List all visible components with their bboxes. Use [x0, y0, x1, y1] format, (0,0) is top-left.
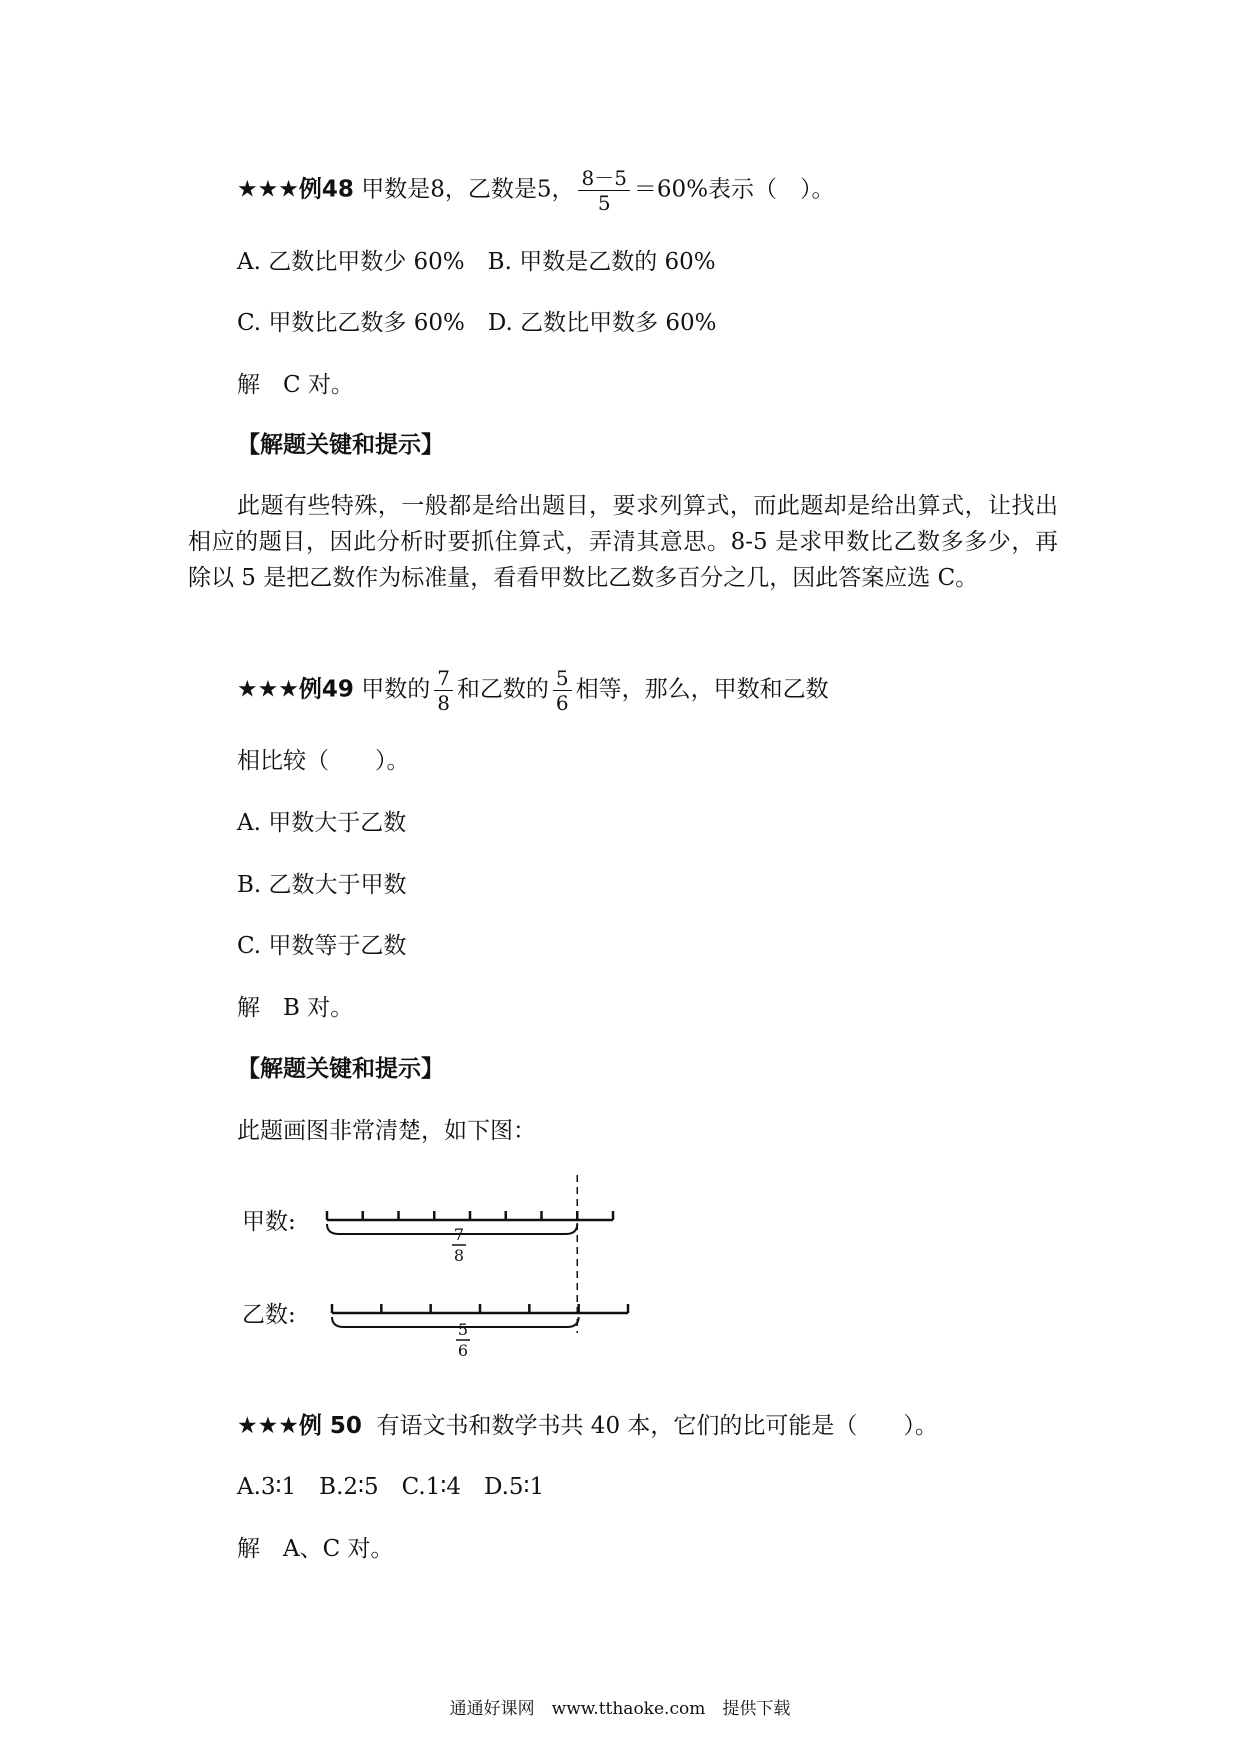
ex49-question [237, 666, 829, 715]
ex49-fraction-2 [553, 666, 572, 715]
ex49-option-c: C. 甲数等于乙数 [237, 933, 407, 959]
ex48-frac-numerator: 8－5 [581, 166, 627, 190]
diagram-jia-frac-num: 7 [453, 1225, 465, 1244]
diagram-label-jia: 甲数: [242, 1209, 296, 1235]
ex50-question [237, 1411, 938, 1441]
yi-brace [332, 1317, 579, 1327]
ex48-stars: ★★★ [237, 176, 299, 203]
ex49-fraction-1 [434, 666, 453, 715]
ex49-question-line2: 相比较（ ）。 [237, 748, 410, 774]
ex49-frac2-numerator: 5 [555, 666, 569, 690]
diagram-yi-frac-den: 6 [457, 1341, 469, 1360]
page-footer: 通通好课网 www.tthaoke.com 提供下载 [449, 1699, 791, 1719]
ex48-text-before: 甲数是8，乙数是5， [361, 176, 575, 203]
ex49-text-1: 甲数的 [361, 676, 431, 703]
ex48-options-row-2 [237, 308, 717, 338]
ex49-segment-diagram [230, 1170, 690, 1365]
jia-brace [327, 1224, 577, 1234]
ex49-stars: ★★★ [237, 676, 299, 703]
ex48-option-b: B. 甲数是乙数的 60% [487, 249, 716, 275]
ex49-text-2: 和乙数的 [456, 676, 549, 703]
ex48-text-after: ＝60%表示（ ）。 [633, 176, 835, 203]
ex49-frac2-denominator: 6 [555, 691, 569, 715]
ex50-stars: ★★★ [237, 1413, 299, 1439]
diagram-yi-frac-num: 5 [457, 1320, 469, 1339]
ex49-frac1-denominator: 8 [437, 691, 450, 715]
diagram-label-yi: 乙数: [242, 1302, 296, 1328]
ex50-question-text: 有语文书和数学书共 40 本，它们的比可能是（ ）。 [376, 1413, 938, 1439]
ex50-answer: 解 A、C 对。 [237, 1536, 394, 1562]
ex50-options: A.3∶1 B.2∶5 C.1∶4 D.5∶1 [237, 1474, 545, 1500]
ex48-explanation: 此题有些特殊，一般都是给出题目，要求列算式，而此题却是给出算式，让找出相应的题目，因此分析时要抓住算式，弄清其意思。8-5 是求甲数比乙数多多少，再除以 5 是把乙数作为标准量，看看甲数比乙数多百分之几，因此答案应选 C。 [188, 493, 1058, 591]
ex48-option-d: D. 乙数比甲数多 60% [487, 310, 717, 336]
ex49-key-title: 【解题关键和提示】 [237, 1056, 444, 1082]
ex49-explanation: 此题画图非常清楚，如下图： [237, 1118, 536, 1144]
ex50-label: 例 50 [298, 1413, 362, 1439]
ex48-answer: 解 C 对。 [237, 372, 354, 398]
ex49-frac1-numerator: 7 [437, 666, 450, 690]
ex49-option-b: B. 乙数大于甲数 [237, 872, 407, 898]
ex49-label: 例49 [298, 676, 354, 703]
ex48-frac-denominator: 5 [597, 191, 611, 215]
ex48-option-a: A. 乙数比甲数少 60% [237, 249, 465, 275]
ex48-label: 例48 [298, 176, 354, 203]
ex48-options-row-1 [237, 247, 716, 277]
ex48-key-title: 【解题关键和提示】 [237, 432, 444, 458]
ex49-option-a: A. 甲数大于乙数 [237, 810, 407, 836]
ex49-text-3: 相等，那么，甲数和乙数 [575, 676, 829, 703]
diagram-jia-frac-den: 8 [453, 1246, 465, 1265]
ex49-answer: 解 B 对。 [237, 995, 354, 1021]
ex48-fraction [578, 166, 629, 215]
ex48-question [237, 166, 835, 215]
ex48-option-c: C. 甲数比乙数多 60% [237, 310, 465, 336]
